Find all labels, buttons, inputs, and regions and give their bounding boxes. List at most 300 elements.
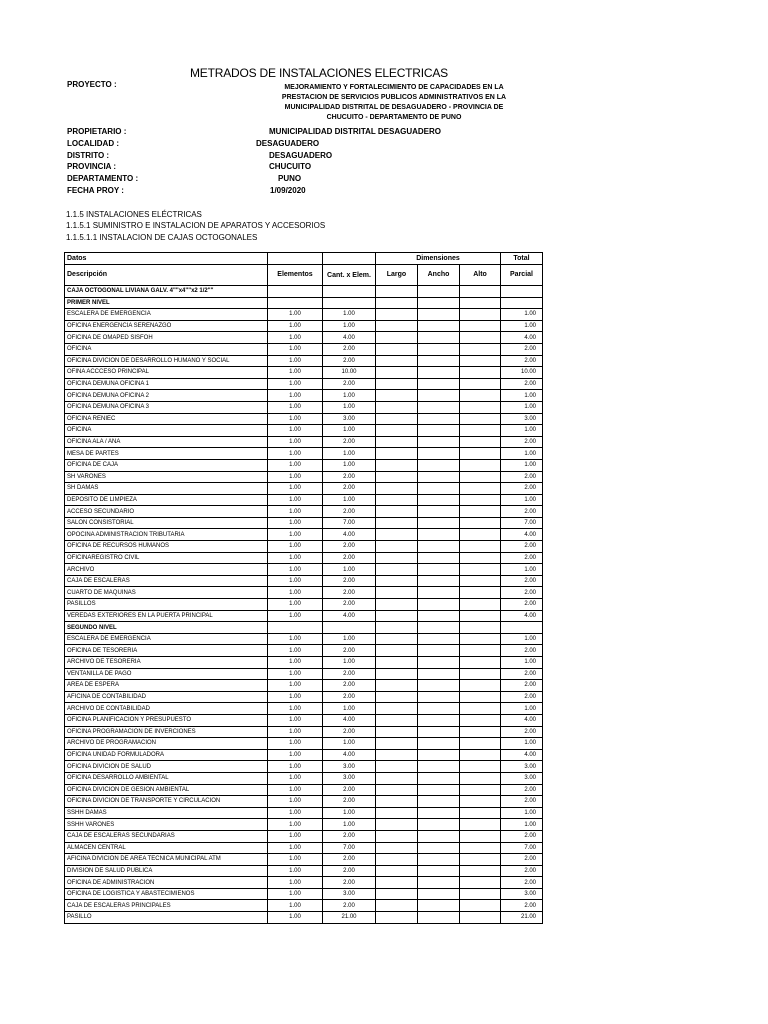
cell-parcial: 4.00 — [501, 749, 543, 761]
cell-alto — [460, 900, 501, 912]
table-row — [65, 749, 543, 761]
cell-ancho — [418, 401, 460, 413]
cell-alto — [460, 714, 501, 726]
cell-ancho — [418, 877, 460, 889]
cell-parcial: 1.00 — [501, 738, 543, 750]
cell-alto — [460, 378, 501, 390]
cell-cantidad: 3.00 — [323, 761, 376, 773]
cell-alto — [460, 854, 501, 866]
cell-ancho — [418, 691, 460, 703]
table-row — [65, 494, 543, 506]
header-datos: Datos — [65, 253, 268, 265]
cell-parcial: 2.00 — [501, 436, 543, 448]
cell-largo — [376, 877, 418, 889]
table-row — [65, 796, 543, 808]
cell-elementos: 1.00 — [268, 657, 323, 669]
cell-parcial: 21.00 — [501, 912, 543, 924]
cell-alto — [460, 355, 501, 367]
cell-alto — [460, 796, 501, 808]
cell-alto — [460, 912, 501, 924]
cell-largo — [376, 436, 418, 448]
cell-cantidad: 2.00 — [323, 900, 376, 912]
cell-ancho — [418, 506, 460, 518]
table-row — [65, 575, 543, 587]
cell-ancho — [418, 599, 460, 611]
cell-alto — [460, 587, 501, 599]
cell-ancho — [418, 714, 460, 726]
cell-descripcion: OFICINA ALA / ANA — [65, 436, 268, 448]
cell-cantidad: 2.00 — [323, 691, 376, 703]
cell-cantidad: 2.00 — [323, 355, 376, 367]
cell-cantidad: 2.00 — [323, 552, 376, 564]
cell-alto — [460, 703, 501, 715]
cell-ancho — [418, 483, 460, 495]
cell-descripcion: OFICINA UNIDAD FORMULADORA — [65, 749, 268, 761]
cell-cantidad: 1.00 — [323, 309, 376, 321]
cell-cantidad: 2.00 — [323, 378, 376, 390]
table-row — [65, 425, 543, 437]
cell-largo — [376, 668, 418, 680]
header-descripcion: Descripción — [65, 265, 268, 286]
cell-alto — [460, 483, 501, 495]
cell-ancho — [418, 541, 460, 553]
cell-ancho — [418, 587, 460, 599]
cell-largo — [376, 343, 418, 355]
cell-ancho — [418, 517, 460, 529]
table-row — [65, 645, 543, 657]
cell-cantidad: 2.00 — [323, 784, 376, 796]
cell-descripcion: ARCHIVO — [65, 564, 268, 576]
cell-parcial: 2.00 — [501, 355, 543, 367]
cell-largo — [376, 738, 418, 750]
cell-largo — [376, 772, 418, 784]
cell-elementos: 1.00 — [268, 761, 323, 773]
cell-alto — [460, 390, 501, 402]
header-parcial: Parcial — [501, 265, 543, 286]
cell-parcial: 2.00 — [501, 830, 543, 842]
cell-cantidad: 2.00 — [323, 830, 376, 842]
cell-descripcion: OFICINAREGISTRO CIVIL — [65, 552, 268, 564]
table-row — [65, 912, 543, 924]
table-row — [65, 830, 543, 842]
table-row — [65, 807, 543, 819]
cell-parcial: 2.00 — [501, 877, 543, 889]
cell-largo — [376, 413, 418, 425]
cell-elementos: 1.00 — [268, 367, 323, 379]
cell-alto — [460, 807, 501, 819]
table-row — [65, 657, 543, 669]
cell-cantidad: 1.00 — [323, 448, 376, 460]
cell-alto — [460, 633, 501, 645]
cell-parcial: 1.00 — [501, 633, 543, 645]
cell-cantidad: 2.00 — [323, 668, 376, 680]
metrados-table — [64, 252, 543, 924]
cell-cantidad: 21.00 — [323, 912, 376, 924]
cell-cantidad: 2.00 — [323, 877, 376, 889]
province-label: PROVINCIA : — [67, 162, 117, 171]
cell-elementos: 1.00 — [268, 587, 323, 599]
cell-largo — [376, 378, 418, 390]
cell-parcial: 2.00 — [501, 575, 543, 587]
cell-parcial: 2.00 — [501, 552, 543, 564]
cell-ancho — [418, 703, 460, 715]
locality-value: DESAGUADERO — [256, 139, 320, 148]
cell-descripcion: OFICINA DEMUNA OFICINA 3 — [65, 401, 268, 413]
cell-elementos: 1.00 — [268, 772, 323, 784]
cell-cantidad: 1.00 — [323, 564, 376, 576]
table-row — [65, 888, 543, 900]
cell-descripcion: CAJA DE ESCALERAS — [65, 575, 268, 587]
cell-descripcion: PASILLOS — [65, 599, 268, 611]
cell-ancho — [418, 680, 460, 692]
cell-parcial: 2.00 — [501, 900, 543, 912]
cell-alto — [460, 657, 501, 669]
cell-alto — [460, 726, 501, 738]
cell-elementos: 1.00 — [268, 529, 323, 541]
cell-parcial: 2.00 — [501, 506, 543, 518]
cell-alto — [460, 506, 501, 518]
table-row — [65, 865, 543, 877]
cell-alto — [460, 784, 501, 796]
cell-alto — [460, 738, 501, 750]
cell-ancho — [418, 830, 460, 842]
table-row — [65, 506, 543, 518]
cell-alto — [460, 367, 501, 379]
cell-descripcion: OFICINA RENIEC — [65, 413, 268, 425]
cell-parcial: 1.00 — [501, 657, 543, 669]
cell-largo — [376, 633, 418, 645]
cell-cantidad: 1.00 — [323, 494, 376, 506]
cell-ancho — [418, 367, 460, 379]
cell-cantidad: 1.00 — [323, 320, 376, 332]
cell-parcial: 1.00 — [501, 320, 543, 332]
cell-parcial: 3.00 — [501, 772, 543, 784]
cell-descripcion: OFICINA DIVICION DE GESION AMBIENTAL — [65, 784, 268, 796]
cell-cantidad: 1.00 — [323, 703, 376, 715]
cell-ancho — [418, 761, 460, 773]
group-row — [65, 622, 543, 634]
cell-alto — [460, 309, 501, 321]
cell-alto — [460, 413, 501, 425]
table-row — [65, 309, 543, 321]
cell-ancho — [418, 749, 460, 761]
cell-cantidad: 1.00 — [323, 390, 376, 402]
cell-alto — [460, 529, 501, 541]
cell-largo — [376, 448, 418, 460]
table-row — [65, 320, 543, 332]
cell-ancho — [418, 436, 460, 448]
cell-parcial: 1.00 — [501, 401, 543, 413]
cell-largo — [376, 541, 418, 553]
table-row — [65, 819, 543, 831]
section-heading-1: 1.1.5 INSTALACIONES ELÉCTRICAS — [66, 210, 202, 219]
item-title: CAJA OCTOGONAL LIVIANA GALV. 4""x4""x2 1/2"" — [65, 286, 268, 298]
cell-elementos: 1.00 — [268, 320, 323, 332]
cell-cantidad: 2.00 — [323, 680, 376, 692]
cell-descripcion: OFICINA PLANIFICACION Y PRESUPUESTO — [65, 714, 268, 726]
cell-ancho — [418, 854, 460, 866]
cell-parcial: 1.00 — [501, 494, 543, 506]
table-row — [65, 842, 543, 854]
cell-largo — [376, 610, 418, 622]
table-row — [65, 668, 543, 680]
date-label: FECHA PROY : — [67, 186, 124, 195]
cell-ancho — [418, 309, 460, 321]
header-cant-elem: Cant. x Elem. — [323, 265, 376, 286]
cell-ancho — [418, 564, 460, 576]
table-row — [65, 332, 543, 344]
cell-parcial: 1.00 — [501, 448, 543, 460]
cell-elementos: 1.00 — [268, 819, 323, 831]
table-row — [65, 378, 543, 390]
cell-largo — [376, 680, 418, 692]
cell-elementos: 1.00 — [268, 738, 323, 750]
cell-descripcion: ACCESO SECUNDARIO — [65, 506, 268, 518]
cell-alto — [460, 401, 501, 413]
cell-alto — [460, 575, 501, 587]
cell-elementos: 1.00 — [268, 680, 323, 692]
cell-cantidad: 1.00 — [323, 425, 376, 437]
cell-parcial: 2.00 — [501, 784, 543, 796]
cell-parcial: 2.00 — [501, 854, 543, 866]
cell-elementos: 1.00 — [268, 796, 323, 808]
cell-ancho — [418, 413, 460, 425]
cell-largo — [376, 425, 418, 437]
cell-alto — [460, 761, 501, 773]
table-row — [65, 483, 543, 495]
cell-alto — [460, 830, 501, 842]
cell-cantidad: 2.00 — [323, 726, 376, 738]
section-heading-2: 1.1.5.1 SUMINISTRO E INSTALACION DE APARATOS Y ACCESORIOS — [66, 221, 326, 230]
cell-cantidad: 1.00 — [323, 819, 376, 831]
table-row — [65, 448, 543, 460]
table-row — [65, 703, 543, 715]
cell-largo — [376, 355, 418, 367]
cell-largo — [376, 459, 418, 471]
project-label: PROYECTO : — [67, 80, 117, 89]
cell-alto — [460, 680, 501, 692]
cell-descripcion: CAJA DE ESCALERAS SECUNDARIAS — [65, 830, 268, 842]
cell-ancho — [418, 552, 460, 564]
cell-alto — [460, 459, 501, 471]
table-row — [65, 738, 543, 750]
cell-cantidad: 1.00 — [323, 401, 376, 413]
cell-parcial: 7.00 — [501, 517, 543, 529]
cell-ancho — [418, 645, 460, 657]
cell-parcial: 3.00 — [501, 761, 543, 773]
cell-largo — [376, 819, 418, 831]
cell-cantidad: 3.00 — [323, 413, 376, 425]
cell-descripcion: SALON CONSISTORIAL — [65, 517, 268, 529]
cell-parcial: 2.00 — [501, 796, 543, 808]
cell-ancho — [418, 668, 460, 680]
cell-parcial: 1.00 — [501, 807, 543, 819]
table-row — [65, 772, 543, 784]
cell-descripcion: OFICINA — [65, 425, 268, 437]
cell-elementos: 1.00 — [268, 309, 323, 321]
cell-alto — [460, 877, 501, 889]
cell-elementos: 1.00 — [268, 564, 323, 576]
cell-ancho — [418, 459, 460, 471]
cell-alto — [460, 564, 501, 576]
cell-parcial: 2.00 — [501, 599, 543, 611]
cell-descripcion: MESA DE PARTES — [65, 448, 268, 460]
cell-alto — [460, 865, 501, 877]
cell-ancho — [418, 448, 460, 460]
table-row — [65, 587, 543, 599]
cell-alto — [460, 749, 501, 761]
cell-parcial: 2.00 — [501, 645, 543, 657]
cell-cantidad: 2.00 — [323, 865, 376, 877]
document-title: METRADOS DE INSTALACIONES ELECTRICAS — [190, 66, 448, 80]
table-row — [65, 343, 543, 355]
cell-elementos: 1.00 — [268, 413, 323, 425]
cell-cantidad: 1.00 — [323, 633, 376, 645]
header-total: Total — [501, 253, 543, 265]
cell-descripcion: OFICINA DESARROLLO AMBIENTAL — [65, 772, 268, 784]
cell-ancho — [418, 355, 460, 367]
cell-largo — [376, 587, 418, 599]
cell-parcial: 2.00 — [501, 378, 543, 390]
cell-cantidad: 3.00 — [323, 888, 376, 900]
cell-elementos: 1.00 — [268, 691, 323, 703]
cell-elementos: 1.00 — [268, 749, 323, 761]
cell-descripcion: OFICINA DE CAJA — [65, 459, 268, 471]
cell-largo — [376, 796, 418, 808]
cell-parcial: 2.00 — [501, 483, 543, 495]
group-name: PRIMER NIVEL — [65, 297, 268, 309]
cell-largo — [376, 332, 418, 344]
cell-elementos: 1.00 — [268, 784, 323, 796]
owner-label: PROPIETARIO : — [67, 127, 127, 136]
cell-alto — [460, 599, 501, 611]
cell-descripcion: OFICINA DE TESORERIA — [65, 645, 268, 657]
cell-parcial: 7.00 — [501, 842, 543, 854]
cell-elementos: 1.00 — [268, 830, 323, 842]
table-row — [65, 413, 543, 425]
cell-largo — [376, 657, 418, 669]
cell-cantidad: 2.00 — [323, 436, 376, 448]
cell-largo — [376, 691, 418, 703]
cell-largo — [376, 900, 418, 912]
cell-ancho — [418, 842, 460, 854]
cell-descripcion: OPOCINA ADMINISTRACION TRIBUTARIA — [65, 529, 268, 541]
cell-descripcion: OFINA ACCCESO PRINCIPAL — [65, 367, 268, 379]
cell-alto — [460, 332, 501, 344]
cell-parcial: 3.00 — [501, 413, 543, 425]
cell-largo — [376, 320, 418, 332]
cell-largo — [376, 506, 418, 518]
cell-ancho — [418, 865, 460, 877]
cell-alto — [460, 343, 501, 355]
table-row — [65, 761, 543, 773]
cell-cantidad: 2.00 — [323, 506, 376, 518]
cell-cantidad: 1.00 — [323, 657, 376, 669]
cell-parcial: 2.00 — [501, 587, 543, 599]
cell-largo — [376, 807, 418, 819]
table-row — [65, 529, 543, 541]
cell-descripcion: VENTANILLA DE PAGO — [65, 668, 268, 680]
cell-cantidad: 10.00 — [323, 367, 376, 379]
cell-descripcion: SSHH DAMAS — [65, 807, 268, 819]
cell-alto — [460, 471, 501, 483]
cell-parcial: 2.00 — [501, 726, 543, 738]
cell-parcial: 1.00 — [501, 390, 543, 402]
cell-elementos: 1.00 — [268, 541, 323, 553]
district-value: DESAGUADERO — [269, 151, 333, 160]
table-row — [65, 401, 543, 413]
cell-parcial: 10.00 — [501, 367, 543, 379]
district-label: DISTRITO : — [67, 151, 110, 160]
cell-largo — [376, 784, 418, 796]
cell-ancho — [418, 726, 460, 738]
cell-largo — [376, 842, 418, 854]
cell-largo — [376, 830, 418, 842]
cell-elementos: 1.00 — [268, 552, 323, 564]
cell-ancho — [418, 784, 460, 796]
cell-parcial: 4.00 — [501, 332, 543, 344]
cell-elementos: 1.00 — [268, 877, 323, 889]
cell-alto — [460, 691, 501, 703]
cell-parcial: 1.00 — [501, 703, 543, 715]
cell-largo — [376, 888, 418, 900]
cell-descripcion: OFICINA DE LOGISTICA Y ABASTECIMIENOS — [65, 888, 268, 900]
table-row — [65, 471, 543, 483]
department-label: DEPARTAMENTO : — [67, 174, 139, 183]
cell-ancho — [418, 819, 460, 831]
cell-ancho — [418, 425, 460, 437]
cell-cantidad: 2.00 — [323, 483, 376, 495]
table-row — [65, 436, 543, 448]
cell-descripcion: ESCALERA DE EMERGENCIA — [65, 309, 268, 321]
cell-largo — [376, 854, 418, 866]
cell-alto — [460, 772, 501, 784]
cell-largo — [376, 865, 418, 877]
cell-descripcion: SH DAMAS — [65, 483, 268, 495]
table-row — [65, 541, 543, 553]
table-row — [65, 691, 543, 703]
project-description: MEJORAMIENTO Y FORTALECIMIENTO DE CAPACIDADES EN LA PRESTACION DE SERVICIOS PUBLICOS ADMINISTRATIVOS EN LA MUNICIPALIDAD DISTRITAL DE DESAGUADERO - PROVINCIA DE CHUCUITO - DEPARTAMENTO DE PUNO — [281, 84, 507, 121]
table-row — [65, 564, 543, 576]
cell-descripcion: OFICINA DE ADMINISTRACION — [65, 877, 268, 889]
department-value: PUNO — [278, 174, 302, 183]
cell-cantidad: 2.00 — [323, 854, 376, 866]
cell-ancho — [418, 332, 460, 344]
cell-elementos: 1.00 — [268, 854, 323, 866]
table-row — [65, 633, 543, 645]
cell-elementos: 1.00 — [268, 483, 323, 495]
header-elementos: Elementos — [268, 265, 323, 286]
cell-descripcion: ARCHIVO DE TESORERIA — [65, 657, 268, 669]
cell-elementos: 1.00 — [268, 645, 323, 657]
cell-parcial: 1.00 — [501, 819, 543, 831]
cell-descripcion: ESCALERA DE EMERGENCIA — [65, 633, 268, 645]
cell-alto — [460, 610, 501, 622]
cell-cantidad: 4.00 — [323, 332, 376, 344]
cell-largo — [376, 575, 418, 587]
table-row — [65, 726, 543, 738]
cell-elementos: 1.00 — [268, 343, 323, 355]
cell-largo — [376, 749, 418, 761]
cell-ancho — [418, 378, 460, 390]
cell-descripcion: OFICINA DEMUNA OFICINA 2 — [65, 390, 268, 402]
locality-label: LOCALIDAD : — [67, 139, 119, 148]
cell-ancho — [418, 320, 460, 332]
cell-descripcion: OFICINA DIVICION DE SALUD — [65, 761, 268, 773]
cell-alto — [460, 645, 501, 657]
cell-largo — [376, 309, 418, 321]
cell-cantidad: 2.00 — [323, 541, 376, 553]
